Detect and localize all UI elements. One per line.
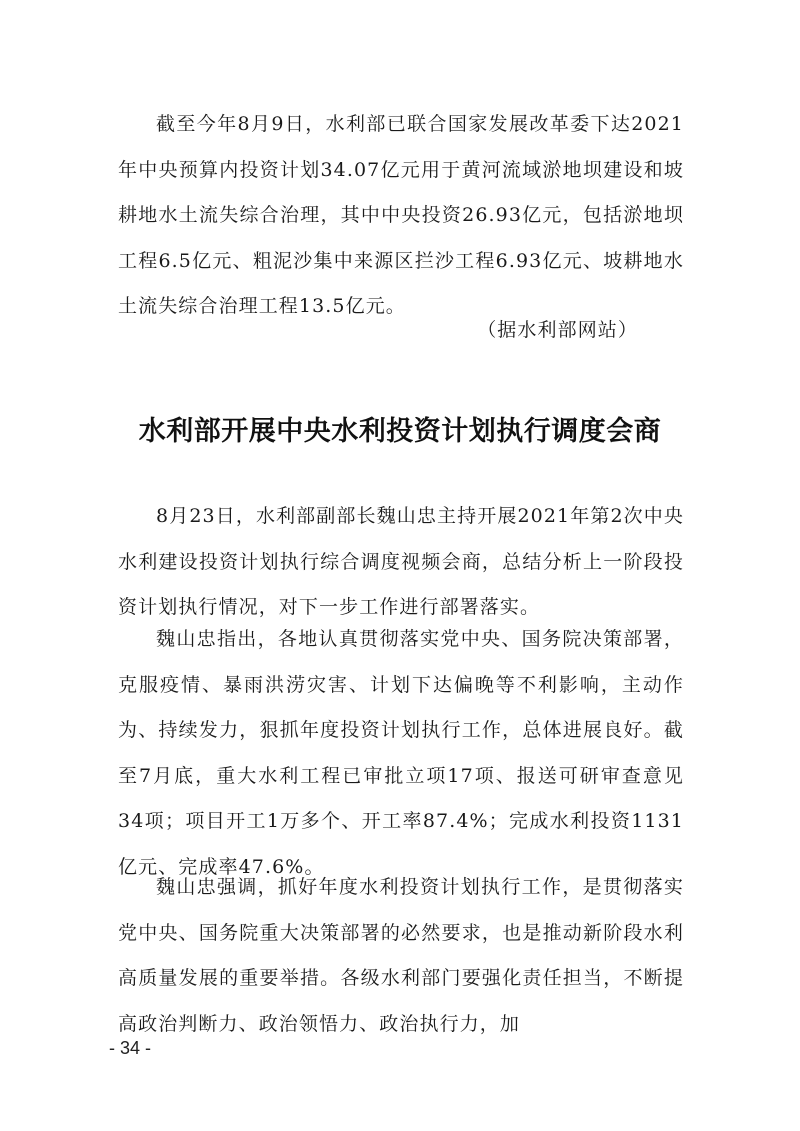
page-number: - 34 - (108, 1038, 151, 1058)
article-title: 水利部开展中央水利投资计划执行调度会商 (138, 416, 662, 447)
article-paragraph-1: 8月23日，水利部副部长魏山忠主持开展2021年第2次中央水利建设投资计划执行综合调度视频会商，总结分析上一阶段投资计划执行情况，对下一步工作进行部署落实。 (118, 505, 684, 618)
article-paragraph-2: 魏山忠指出，各地认真贯彻落实党中央、国务院决策部署，克服疫情、暴雨洪涝灾害、计划下达偏晚等不利影响，主动作为、持续发力，狠抓年度投资计划执行工作，总体进展良好。截至7月底，重大水利工程已审批立项17项、报送可研审查意见34项；项目开工1万多个、开工率87.4%；完成水利投资1131亿元、完成率47.6%。 (118, 628, 684, 878)
source-attribution: （据水利部网站） (477, 319, 638, 341)
previous-article-paragraph: 截至今年8月9日，水利部已联合国家发展改革委下达2021年中央预算内投资计划34.07亿元用于黄河流域淤地坝建设和坡耕地水土流失综合治理，其中中央投资26.93亿元，包括淤地坝工程6.5亿元、粗泥沙集中来源区拦沙工程6.93亿元、坡耕地水土流失综合治理工程13.5亿元。 (118, 113, 684, 317)
article-paragraph-3: 魏山忠强调，抓好年度水利投资计划执行工作，是贯彻落实党中央、国务院重大决策部署的必然要求，也是推动新阶段水利高质量发展的重要举措。各级水利部门要强化责任担当，不断提高政治判断力、政治领悟力、政治执行力，加 (118, 876, 684, 1035)
